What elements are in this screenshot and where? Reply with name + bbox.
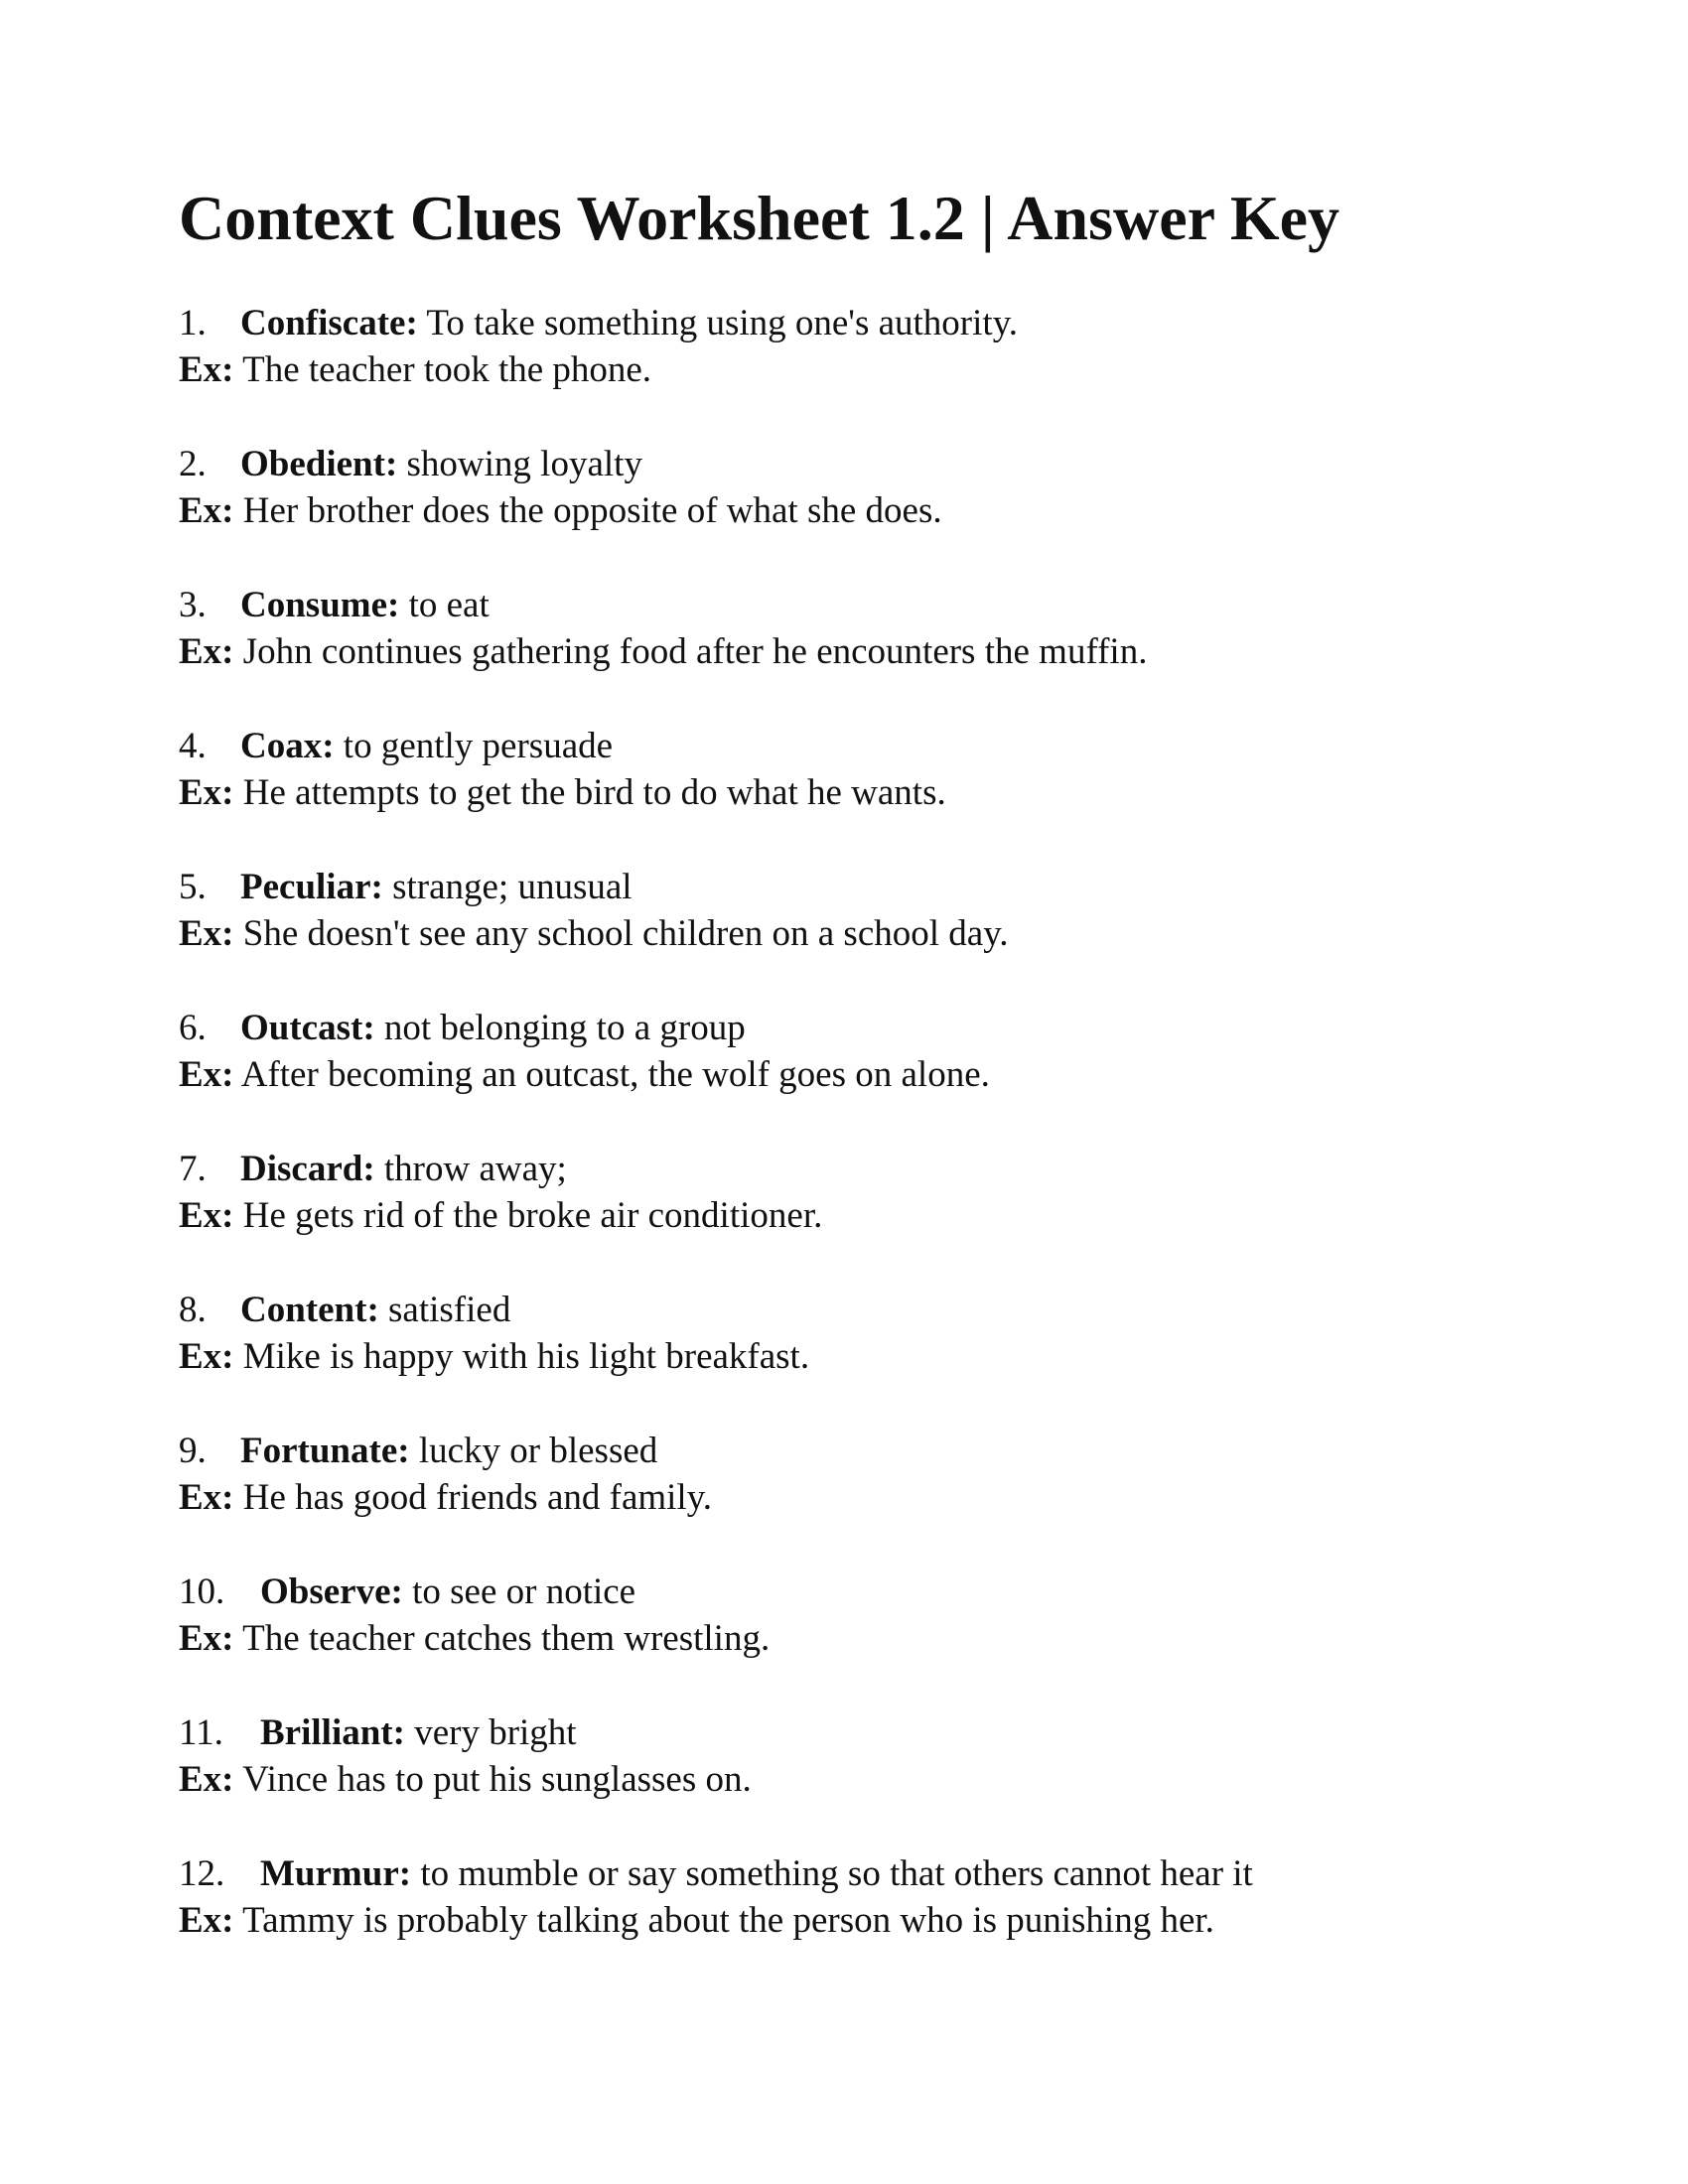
definition-text: lucky or blessed xyxy=(418,1431,658,1471)
vocab-word: Discard: xyxy=(240,1149,375,1189)
answer-item-10 xyxy=(179,1569,1549,1662)
definition-text: strange; unusual xyxy=(392,867,633,907)
example-text: He has good friends and family. xyxy=(242,1477,713,1518)
item-number: 3. xyxy=(179,585,207,625)
item-number: 2. xyxy=(179,444,207,484)
item-number: 4. xyxy=(179,726,207,766)
definition-text: To take something using one's authority. xyxy=(426,303,1019,343)
definition-line xyxy=(179,1569,1549,1615)
vocab-word: Outcast: xyxy=(240,1008,375,1048)
vocab-word: Brilliant: xyxy=(260,1712,405,1753)
example-text: Her brother does the opposite of what she does. xyxy=(242,490,942,531)
definition-text: satisfied xyxy=(388,1290,511,1330)
example-line xyxy=(179,1897,1549,1944)
item-number: 11. xyxy=(179,1712,223,1753)
example-line xyxy=(179,910,1549,957)
definition-text: not belonging to a group xyxy=(383,1008,746,1048)
example-text: The teacher catches them wrestling. xyxy=(242,1618,771,1659)
item-number: 1. xyxy=(179,303,207,343)
vocab-word: Observe: xyxy=(260,1571,403,1612)
worksheet-page xyxy=(179,179,1549,1991)
example-text: The teacher took the phone. xyxy=(242,349,652,390)
example-label: Ex: xyxy=(179,913,234,954)
definition-line xyxy=(179,441,1549,487)
vocab-word: Consume: xyxy=(240,585,400,625)
example-label: Ex: xyxy=(179,772,234,813)
definition-line xyxy=(179,1146,1549,1192)
example-line xyxy=(179,1333,1549,1380)
example-line xyxy=(179,769,1549,816)
item-number: 12. xyxy=(179,1853,225,1894)
answer-item-2 xyxy=(179,441,1549,534)
example-label: Ex: xyxy=(179,1195,234,1236)
example-label: Ex: xyxy=(179,1759,234,1800)
definition-text: to see or notice xyxy=(412,1571,636,1612)
example-line xyxy=(179,1051,1549,1098)
example-label: Ex: xyxy=(179,1477,234,1518)
answer-item-8 xyxy=(179,1287,1549,1380)
vocab-word: Content: xyxy=(240,1290,379,1330)
answer-item-4 xyxy=(179,723,1549,816)
definition-line xyxy=(179,1005,1549,1051)
item-number: 8. xyxy=(179,1290,207,1330)
item-number: 9. xyxy=(179,1431,207,1471)
answer-item-7 xyxy=(179,1146,1549,1239)
definition-line xyxy=(179,300,1549,346)
vocab-word: Murmur: xyxy=(260,1853,412,1894)
example-text: John continues gathering food after he encounters the muffin. xyxy=(242,631,1148,672)
example-line xyxy=(179,1474,1549,1521)
definition-line xyxy=(179,1850,1549,1897)
vocab-word: Peculiar: xyxy=(240,867,383,907)
definition-line xyxy=(179,1287,1549,1333)
example-line xyxy=(179,346,1549,393)
example-label: Ex: xyxy=(179,349,234,390)
definition-text: to gently persuade xyxy=(343,726,614,766)
definition-text: to eat xyxy=(408,585,490,625)
item-number: 5. xyxy=(179,867,207,907)
definition-line xyxy=(179,582,1549,628)
vocab-word: Obedient: xyxy=(240,444,398,484)
example-label: Ex: xyxy=(179,631,234,672)
vocab-word: Coax: xyxy=(240,726,335,766)
example-label: Ex: xyxy=(179,490,234,531)
answer-item-9 xyxy=(179,1428,1549,1521)
item-number: 6. xyxy=(179,1008,207,1048)
example-label: Ex: xyxy=(179,1618,234,1659)
definition-text: throw away; xyxy=(383,1149,567,1189)
example-text: He attempts to get the bird to do what he wants. xyxy=(242,772,946,813)
answer-item-1 xyxy=(179,300,1549,393)
example-text: Vince has to put his sunglasses on. xyxy=(242,1759,752,1800)
answer-item-3 xyxy=(179,582,1549,675)
vocab-word: Fortunate: xyxy=(240,1431,410,1471)
definition-text: showing loyalty xyxy=(406,444,642,484)
answer-item-11 xyxy=(179,1709,1549,1803)
definition-line xyxy=(179,1428,1549,1474)
definition-line xyxy=(179,723,1549,769)
definition-line xyxy=(179,864,1549,910)
item-number: 7. xyxy=(179,1149,207,1189)
definition-text: to mumble or say something so that others cannot hear it xyxy=(420,1853,1253,1894)
example-line xyxy=(179,1615,1549,1662)
example-label: Ex: xyxy=(179,1900,234,1941)
example-text: Mike is happy with his light breakfast. xyxy=(242,1336,810,1377)
example-text: After becoming an outcast, the wolf goes on alone. xyxy=(240,1054,990,1095)
answer-item-6 xyxy=(179,1005,1549,1098)
example-text: She doesn't see any school children on a school day. xyxy=(242,913,1009,954)
example-line xyxy=(179,1756,1549,1803)
example-line xyxy=(179,1192,1549,1239)
vocab-word: Confiscate: xyxy=(240,303,418,343)
answer-item-12 xyxy=(179,1850,1549,1944)
answer-list xyxy=(179,300,1549,1944)
example-text: He gets rid of the broke air conditioner. xyxy=(242,1195,823,1236)
example-line xyxy=(179,628,1549,675)
example-label: Ex: xyxy=(179,1054,234,1095)
definition-text: very bright xyxy=(414,1712,577,1753)
example-line xyxy=(179,487,1549,534)
example-label: Ex: xyxy=(179,1336,234,1377)
item-number: 10. xyxy=(179,1571,225,1612)
example-text: Tammy is probably talking about the person who is punishing her. xyxy=(242,1900,1214,1941)
page-title: Context Clues Worksheet 1.2 | Answer Key xyxy=(179,183,1340,253)
answer-item-5 xyxy=(179,864,1549,957)
definition-line xyxy=(179,1709,1549,1756)
